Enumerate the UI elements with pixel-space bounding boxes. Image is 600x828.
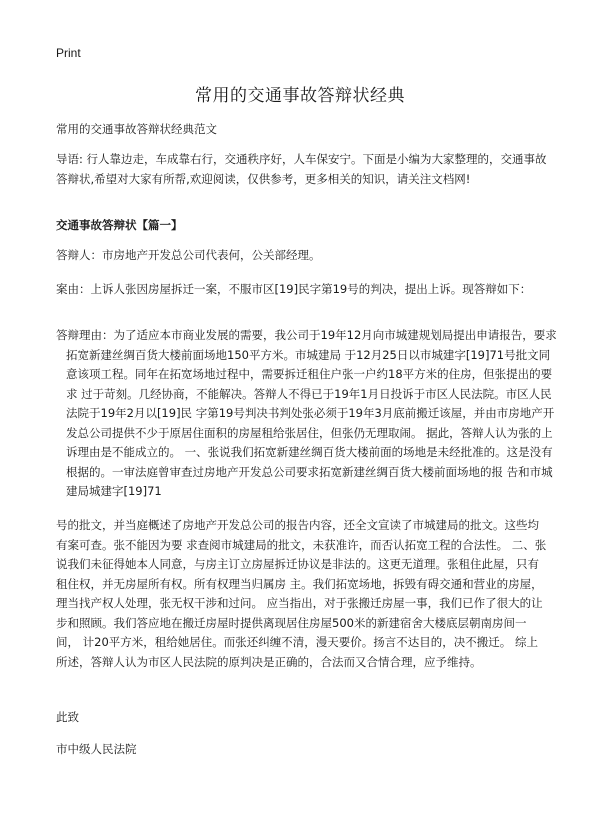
reason-paragraph-1: 答辩理由：为了适应本市商业发展的需要，我公司于19年12月向市城建规划局提出申请报告，要求拓宽新建丝绸百货大楼前面场地150平方米。市城建局 于12月25日以市城建字[19]71号批文同意该项工程。同年在拓宽场地过程中，需要拆迁租住户张一户约18平方米的住房，但张提出的要求 过于苛刻。几经协商，不能解决。答辩人不得已于19年1月日投诉于市区人民法院。市区人民法院于19年2月以[19]民 字第19号判决书判处张必须于19年3月底前搬迁该屋，并由市房地产开发总公司提供不少于原居住面积的房屋租给张居住，但张仍无理取闹。 据此，答辩人认为张的上诉理由是不能成立的。 一、张说我们拓宽新建丝绸百货大楼前面的场地是未经批准的。这是没有根据的。一审法庭曾审查过房地产开发总公司要求拓宽新建丝绸百货大楼前面场地的报 告和市城建局城建字[19]71 <box>56 328 557 498</box>
section-heading: 交通事故答辩状【篇一】 <box>56 218 183 232</box>
intro-paragraph: 导语: 行人靠边走，车成靠右行，交通秩序好，人车保安宁。下面是小编为大家整理的，交通事故答辩状,希望对大家有所帮,欢迎阅读，仅供参考，更多相关的知识，请关注文档网! <box>56 152 547 186</box>
document-subtitle: 常用的交通事故答辩状经典范文 <box>56 122 217 136</box>
reason-paragraph-2: 号的批文，并当庭概述了房地产开发总公司的报告内容，还全文宣读了市城建局的批文。这些均有案可查。张不能因为要 求查阅市城建局的批文，未获准许，而否认拓宽工程的合法性。 二、张说我们未征得她本人同意，与房主订立房屋拆迁协议是非法的。这更无道理。张租住此屋，只有租住权，并无房屋所有权。所有权理当归属房 主。我们拓宽场地，拆毁有碍交通和营业的房屋，理当找产权人处理，张无权干涉和过问。 应当指出，对于张搬迁房屋一事，我们已作了很大的让步和照顾。我们答应地在搬迁房屋时提供离现居住房屋500米的新建宿舍大楼底层朝南房间一间， 计20平方米，租给她居住。而张还纠缠不清，漫天要价。扬言不达目的，决不搬迁。 综上所述，答辩人认为市区人民法院的原判决是正确的，合法而又合情合理，应予维持。 <box>56 518 547 669</box>
case-paragraph: 案由：上诉人张因房屋拆迁一案，不服市区[19]民字第19号的判决，提出上诉。现答辩如下： <box>56 282 532 296</box>
closing-recipient: 市中级人民法院 <box>56 742 137 756</box>
print-link[interactable]: Print <box>56 46 81 60</box>
page-title: 常用的交通事故答辩状经典 <box>195 86 405 106</box>
respondent-paragraph: 答辩人：市房地产开发总公司代表何，公关部经理。 <box>56 248 321 262</box>
closing-salutation: 此致 <box>56 710 79 724</box>
